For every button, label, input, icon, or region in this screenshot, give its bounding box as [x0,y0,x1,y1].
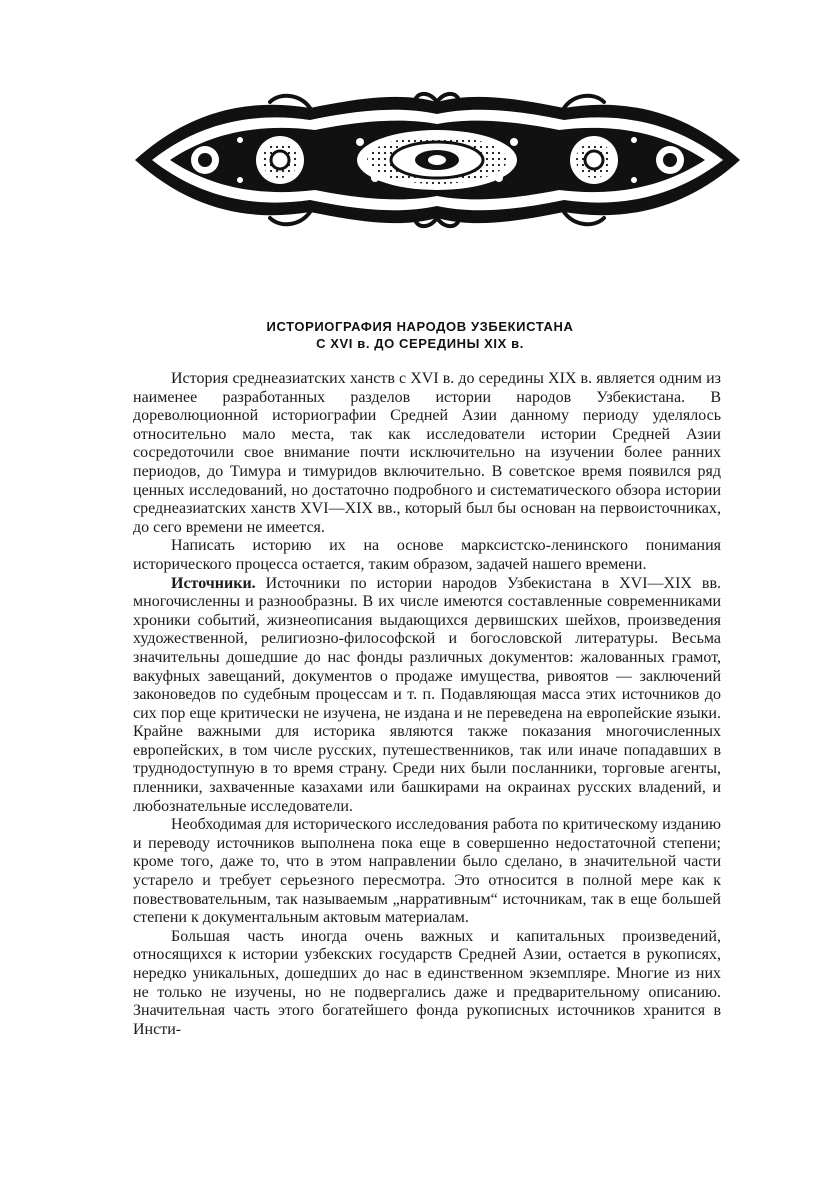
paragraph [133,537,721,574]
title-line-2: С XVI в. ДО СЕРЕДИНЫ XIX в. [316,336,524,351]
paragraph-text: История среднеазиатских ханств с XVI в. до середины XIX в. является одним из наименее разработанных разделов истории народов Узбекистана. В дореволюционной историографии Средней Азии данному периоду уделялось относительно мало места, так как исследователи истории Средней Азии сосредоточили свое внимание почти исключительно на изучении более ранних периодов, до Тимура и тимуридов включительно. В советское время появился ряд ценных исследований, но достаточно подробного и систематического обзора истории среднеазиатских ханств XVI—XIX вв., который был бы основан на первоисточниках, до сего времени не имеется. [133,370,721,536]
document-title [0,318,840,352]
paragraph [133,816,721,928]
document-body [133,370,721,1039]
paragraph [133,575,721,817]
paragraph [133,928,721,1040]
title-line-1: ИСТОРИОГРАФИЯ НАРОДОВ УЗБЕКИСТАНА [266,319,574,334]
paragraph-text: Большая часть иногда очень важных и капитальных произведений, относящихся к истории узбекских государств Средней Азии, остается в рукописях, нередко уникальных, дошедших до нас в единственном экземпляре. Многие из них не только не изучены, но не подвергались даже и предварительному описанию. Значительная часть этого богатейшего фонда рукописных источников хранится в Инсти- [133,927,721,1038]
section-lead: Источники. [171,574,256,592]
paragraph-text: Написать историю их на основе марксистско-ленинского понимания исторического процесса остается, таким образом, задачей нашего времени. [133,537,721,573]
paragraph-text: Необходимая для исторического исследования работа по критическому изданию и переводу источников выполнена пока еще в совершенно недостаточной степени; кроме того, даже то, что в этом направлении было сделано, в значительной части устарело и требует серьезного пересмотра. Это относится в полной мере как к повествовательным, так называемым „нарративным“ источникам, так в еще большей степени к документальным актовым материалам. [133,816,721,927]
paragraph [133,370,721,537]
ornamental-headpiece [130,90,745,230]
paragraph-text: Источники по истории народов Узбекистана в XVI—XIX вв. многочисленны и разнообразны. В их числе имеются составленные современниками хроники событий, жизнеописания выдающихся дервишских шейхов, произведения художественной, религиозно-философской и богословской литературы. Весьма значительны дошедшие до нас фонды различных документов: жалованных грамот, вакуфных завещаний, документов о продаже имущества, ривоятов — заключений законоведов по судебным процессам и т. п. Подавляющая масса этих источников до сих пор еще критически не изучена, не издана и не переведена на европейские языки. Крайне важными для историка являются также показания многочисленных европейских, в том числе русских, путешественников, так или иначе попадавших в труднодоступную в то время страну. Среди них были посланники, торговые агенты, пленники, захваченные казахами или башкирами на окраинах русских владений, и любознательные исследователи. [133,574,722,815]
